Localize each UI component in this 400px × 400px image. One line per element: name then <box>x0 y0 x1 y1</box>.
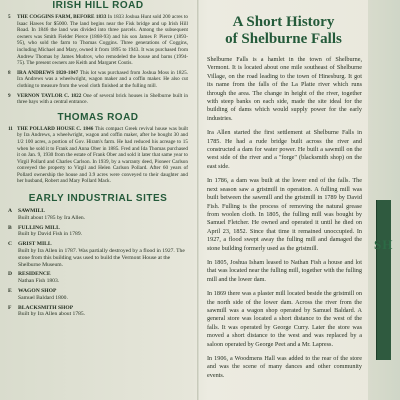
list-item <box>8 305 188 319</box>
title-line-2: of Shelburne Falls <box>225 31 342 47</box>
entry-text: In 1833 Joshua Hunt sold 200 acres to Isaac Hawes for $5000. The land begins near the Fisk bridge and up Irish Hill Road. In 1846 the land was divided into three parcels. Among the subsequent owners was Smith Fielder Pierce (1868-93) and his son James P. Pierce (1893-95), who sold the farm to Thomas Coggins. Three generations of Coggins, including Michael and Mary, owned it from 1895 to 1943. It was purchased from Andrew Thomas by James Mudrov, who remodeled the house and barns (1994-75). The present owners are Keith and Margaret Coutis. <box>17 14 188 67</box>
site-letter: B <box>8 224 12 231</box>
site-text: Samuel Baldard 1800. <box>18 294 68 301</box>
entry-number: 5 <box>8 14 11 20</box>
history-paragraph: In 1906, a Woodmens Hall was added to the rear of the store and was the scene of many dances and other community events. <box>207 355 362 379</box>
site-letter: A <box>8 208 13 215</box>
entry-heading: THE POLLARD HOUSE C. 1846 <box>17 125 94 132</box>
next-panel-edge <box>368 0 400 400</box>
section-heading-thomas-road: THOMAS ROAD <box>57 111 139 123</box>
irish-hill-entries <box>0 14 196 106</box>
list-item <box>8 93 188 106</box>
left-column <box>0 0 196 400</box>
entry-heading: VERNON TAYLOR C. 1822 <box>17 92 82 99</box>
entry-text: One of several brick houses in Shelburne built in three bays with a central entrance. <box>17 92 188 106</box>
history-paragraph: Ira Allen started the first settlement at Shelburne Falls in 1785. He had a rude bridge built across the river and constructed a dam for water power. He built a sawmill on the west side of the river and a "forge" (blacksmith shop) on the east side. <box>207 129 362 170</box>
section-heading-irish-hill-road: IRISH HILL ROAD <box>52 0 144 11</box>
history-paragraph: In 1869 there was a plaster mill located beside the gristmill on the north side of the lower dam. Across the river from the sawmill was a wagon shop operated by Samuel Baldard. A general store was located a short distance to the west of the falls. It was operated by George Curry. Later the store was moved a short distance to the west and was replaced by a saloon operated by George Peet and a Mr. Lapress. <box>207 290 362 348</box>
site-heading: FULLING MILL <box>18 224 60 231</box>
list-item <box>8 126 188 185</box>
site-letter: E <box>8 288 12 295</box>
entry-heading: THE COGGINS FARM, BEFORE 1833 <box>17 14 107 20</box>
site-text: Nathan Fish 1803. <box>18 278 60 285</box>
site-heading: GRIST MILL <box>18 241 52 248</box>
site-text: Built by Ira Allen about 1785. <box>18 311 86 318</box>
entry-heading: IRA ANDREWS 1820-1847 <box>17 69 79 76</box>
list-item <box>8 208 188 222</box>
list-item <box>8 225 188 239</box>
industrial-sites-list <box>0 208 196 318</box>
site-heading: BLACKSMITH SHOP <box>18 304 74 311</box>
list-item <box>8 271 188 285</box>
next-panel-title-fragment: SH <box>374 237 394 252</box>
page-fold <box>197 0 200 400</box>
history-text <box>201 56 366 380</box>
list-item <box>8 14 188 67</box>
site-heading: WAGON SHOP <box>18 288 57 295</box>
list-item <box>8 288 188 302</box>
section-heading-early-industrial-sites: EARLY INDUSTRIAL SITES <box>28 193 168 205</box>
site-heading: RESIDENCE <box>18 271 51 278</box>
list-item <box>8 70 188 90</box>
site-letter: D <box>8 271 13 278</box>
site-text: Built by David Fish in 1789. <box>18 231 83 238</box>
site-letter: F <box>8 304 12 311</box>
entry-number: 11 <box>8 125 13 132</box>
title-line-1: A Short History <box>232 14 335 30</box>
site-letter: C <box>8 241 13 248</box>
history-paragraph: In 1805, Joshua Isham leased to Nathan Fish a house and lot that was located near the fulling mill, together with the fulling mill and the lower dam. <box>207 258 362 283</box>
page-title <box>201 14 366 48</box>
entry-number: 9 <box>8 92 11 99</box>
thomas-road-entries <box>0 126 196 185</box>
list-item <box>8 241 188 268</box>
entry-number: 8 <box>8 69 11 76</box>
site-text: Built by Ira Allen in 1787. Was partially destroyed by a flood in 1927. The stone from this building was used to build the Vermont House at the Shelburne Museum. <box>18 248 185 268</box>
entry-text: This compact Greek revival house was built by Ira Andrews, a wheelwright, wagon and coffin maker, after he bought 30 and 1/2 100 acres, a portion of Gov. Hiram's farm. He had reduced his acreage to 15 when he sold it to Frank and Anna Ober in 1885. Fred and Ida Thomas purchased it on Jan. 9, 1930 from the estate of Frank Ober and sold it later that same year to Virgil Pollard and Charles Carlson. In 1939, by a warranty deed, Pioneer Carlson conveyed the property to Virgil and Helen Carlson Pollard. After 60 years of Pollard ownership the house and 3.9 acres were conveyed to their daughter and her husband, Robert and Mary Pollard Mack. <box>17 125 188 185</box>
right-column <box>201 0 366 400</box>
history-paragraph: In 1786, a dam was built at the lower end of the falls. The next season saw a gristmill in operation. A fulling mill was built between the sawmill and the gristmill in 1789 by David Fish. Fulling is the process of removing the natural grease from woolen cloth. In 1805, the fulling mill was bought by Samuel Fletcher. He owned and operated it until he died on April 23, 1852. Since that time it remained unoccupied. In 1927, a flood swept away the fulling mill and damaged the stone building formerly used as the gristmill. <box>207 177 362 252</box>
entry-text: This lot was purchased from Joshua Moss in 1825. Ira Andrews was a wheelwright, wagon maker and a coffin maker. He also cut clothing to measure from the wool cloth finished at the fulling mill. <box>17 69 189 89</box>
site-text: Built about 1785 by Ira Allen. <box>18 214 86 221</box>
history-paragraph: Shelburne Falls is a hamlet in the town of Shelburne, Vermont. It is located about one mile southeast of Shelburne Village, on the road leading to the town of Hinesburg. It got its name from the falls of the La Platte river which runs through the area. The change in height of the river, together with steep banks on each side, made the site ideal for the building of dams which would supply power for the early industries. <box>207 56 362 122</box>
green-panel-edge <box>374 200 394 360</box>
site-heading: SAWMILL <box>18 208 46 215</box>
